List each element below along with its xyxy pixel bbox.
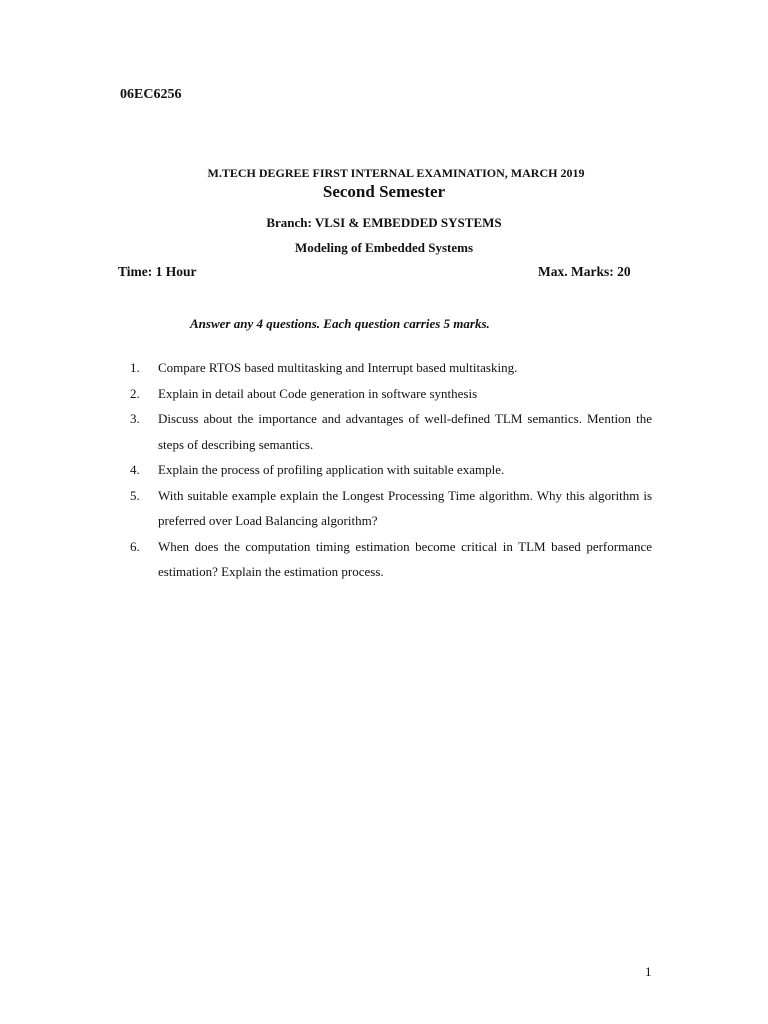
question-item xyxy=(130,381,652,407)
question-item xyxy=(130,355,652,381)
exam-duration: Time: 1 Hour xyxy=(118,264,197,279)
question-number: 5. xyxy=(130,487,140,503)
max-marks: Max. Marks: 20 xyxy=(538,264,631,279)
branch-line: Branch: VLSI & EMBEDDED SYSTEMS xyxy=(266,215,502,230)
question-number: 6. xyxy=(130,538,140,554)
instructions: Answer any 4 questions. Each question carries 5 marks. xyxy=(190,316,490,331)
subject-title: Modeling of Embedded Systems xyxy=(294,240,474,255)
question-number: 2. xyxy=(130,385,140,401)
question-item xyxy=(130,457,652,483)
question-item xyxy=(130,406,652,457)
question-number: 4. xyxy=(130,462,140,477)
question-text: Discuss about the importance and advantages of well-defined TLM semantics. Mention the steps of describing semantics. xyxy=(158,411,652,452)
question-list xyxy=(130,355,652,585)
question-text: Compare RTOS based multitasking and Interrupt based multitasking. xyxy=(158,360,518,375)
question-text: Explain the process of profiling application with suitable example. xyxy=(158,462,505,477)
question-text: When does the computation timing estimation become critical in TLM based performance estimation? Explain the estimation process. xyxy=(158,538,652,579)
exam-title: M.TECH DEGREE FIRST INTERNAL EXAMINATION, MARCH 2019 xyxy=(207,166,585,180)
question-number: 1. xyxy=(130,360,140,375)
page-number: 1 xyxy=(645,964,652,979)
question-item xyxy=(130,534,652,585)
question-item xyxy=(130,483,652,534)
semester-heading: Second Semester xyxy=(322,182,446,201)
course-code: 06EC6256 xyxy=(120,87,182,102)
question-text: Explain in detail about Code generation in software synthesis xyxy=(158,385,478,401)
question-text: With suitable example explain the Longest Processing Time algorithm. Why this algorithm is preferred over Load Balancing algorithm? xyxy=(158,487,652,528)
question-number: 3. xyxy=(130,411,140,426)
